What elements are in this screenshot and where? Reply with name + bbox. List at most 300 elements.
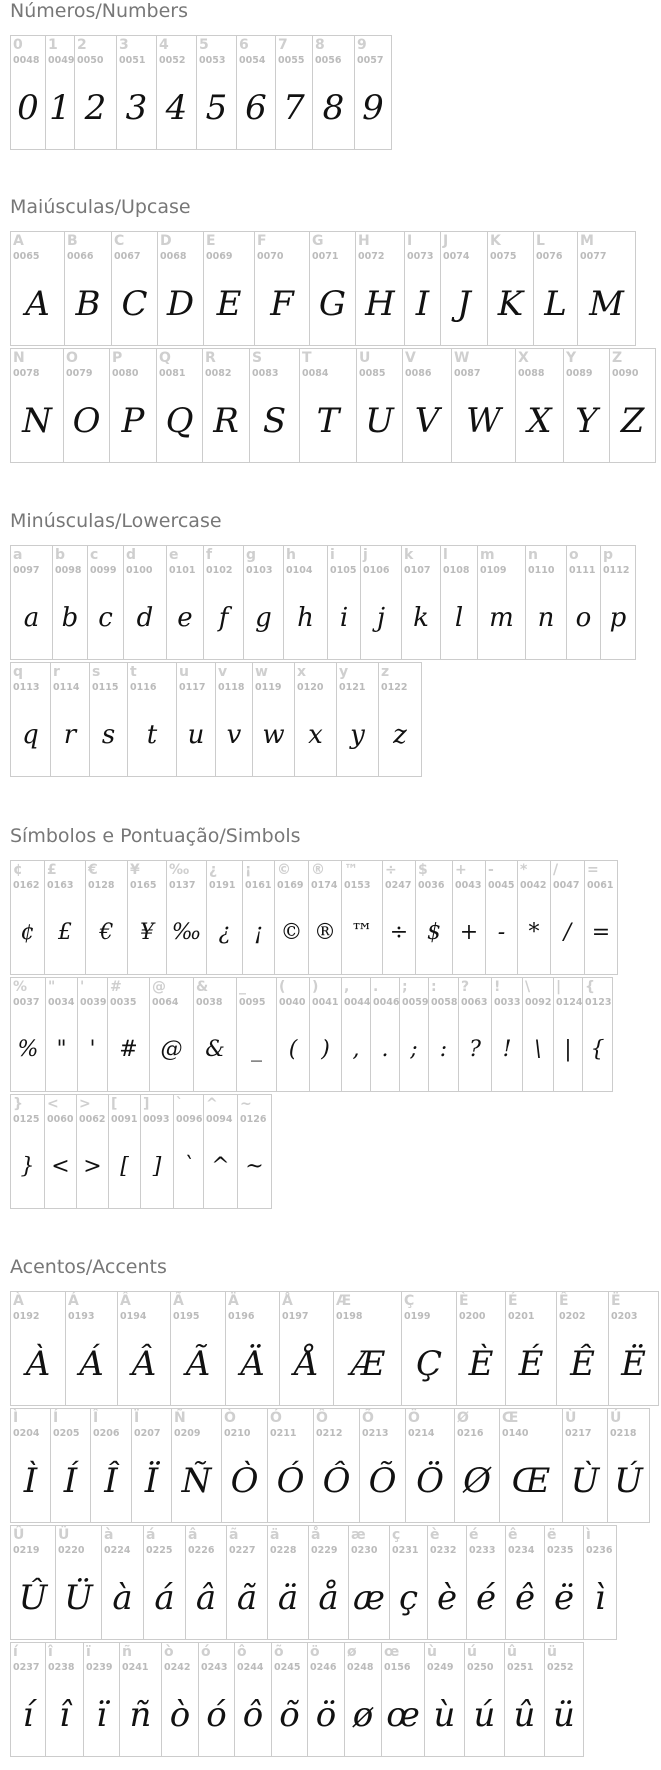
glyph-grid — [10, 1291, 658, 1757]
glyph-label: À — [13, 1293, 24, 1309]
glyph-sample: l — [454, 602, 464, 633]
glyph-sample: ? — [469, 1037, 481, 1062]
glyph-code: 0064 — [152, 997, 179, 1008]
glyph-label: Ó — [270, 1410, 282, 1426]
glyph-sample: G — [318, 283, 347, 324]
glyph-label: / — [553, 862, 559, 878]
glyph-code: 0237 — [13, 1662, 40, 1673]
glyph-code: 0224 — [104, 1545, 131, 1556]
glyph-cell — [249, 348, 300, 463]
glyph-sample: p — [609, 602, 627, 633]
glyph-code: 0091 — [111, 1114, 138, 1125]
glyph-row — [10, 662, 635, 777]
glyph-sample: U — [365, 400, 394, 441]
glyph-cell — [267, 1408, 314, 1523]
glyph-cell — [203, 545, 244, 660]
glyph-sample: ) — [321, 1037, 330, 1062]
glyph-cell — [127, 662, 177, 777]
glyph-sample: ¥ — [140, 920, 154, 945]
glyph-sample: ` — [183, 1154, 194, 1179]
glyph-code: 0227 — [229, 1545, 256, 1556]
glyph-label: n — [528, 547, 538, 563]
glyph-cell — [308, 860, 342, 975]
glyph-label: u — [179, 664, 189, 680]
glyph-sample: â — [195, 1577, 217, 1618]
glyph-label: Ò — [224, 1410, 236, 1426]
glyph-label: ñ — [122, 1644, 132, 1660]
glyph-sample: t — [146, 719, 158, 750]
glyph-code: 0117 — [179, 682, 206, 693]
glyph-label: Ö — [408, 1410, 420, 1426]
glyph-label: I — [407, 233, 413, 249]
glyph-code: 0242 — [164, 1662, 191, 1673]
glyph-code: 0071 — [312, 251, 339, 262]
glyph-cell — [544, 1525, 584, 1640]
glyph-label: ï — [86, 1644, 91, 1660]
glyph-sample: Â — [131, 1343, 157, 1384]
glyph-code: 0169 — [277, 880, 304, 891]
glyph-code: 0034 — [48, 997, 75, 1008]
glyph-cell — [458, 977, 492, 1092]
glyph-sample: E — [216, 283, 242, 324]
glyph-cell — [466, 1525, 506, 1640]
glyph-sample: ‰ — [171, 920, 202, 945]
glyph-label: í — [13, 1644, 18, 1660]
glyph-label: # — [110, 979, 122, 995]
glyph-code: 0251 — [507, 1662, 534, 1673]
glyph-code: 0092 — [525, 997, 552, 1008]
glyph-label: ø — [347, 1644, 357, 1660]
glyph-label: ) — [312, 979, 319, 995]
glyph-cell — [279, 1291, 334, 1406]
glyph-code: 0036 — [418, 880, 445, 891]
glyph-sample: Î — [104, 1460, 118, 1501]
glyph-label: æ — [351, 1527, 366, 1543]
glyph-label: w — [255, 664, 268, 680]
glyph-cell — [140, 1094, 174, 1209]
glyph-sample: ø — [352, 1694, 374, 1735]
glyph-label: p — [603, 547, 614, 563]
glyph-label: Á — [68, 1293, 79, 1309]
glyph-code: 0210 — [224, 1428, 251, 1439]
glyph-label: Ü — [58, 1527, 70, 1543]
glyph-sample: , — [352, 1037, 360, 1062]
glyph-code: 0232 — [430, 1545, 457, 1556]
glyph-cell — [10, 545, 53, 660]
glyph-label: T — [302, 350, 312, 366]
glyph-code: 0194 — [120, 1311, 147, 1322]
glyph-sample: £ — [58, 920, 72, 945]
glyph-sample: ü — [553, 1694, 575, 1735]
glyph-cell — [333, 1291, 402, 1406]
glyph-label: É — [508, 1293, 518, 1309]
glyph-sample: ( — [288, 1037, 298, 1062]
glyph-cell — [171, 1408, 222, 1523]
glyph-cell — [206, 860, 243, 975]
glyph-label: ' — [80, 979, 85, 995]
glyph-code: 0245 — [274, 1662, 301, 1673]
glyph-label: $ — [418, 862, 428, 878]
glyph-sample: 0 — [17, 87, 39, 128]
glyph-sample: Ä — [240, 1343, 265, 1384]
glyph-label: ~ — [240, 1096, 252, 1112]
glyph-label: ? — [461, 979, 470, 995]
glyph-sample: ù — [433, 1694, 456, 1735]
glyph-cell — [553, 977, 583, 1092]
glyph-code: 0035 — [110, 997, 137, 1008]
glyph-cell — [176, 662, 216, 777]
glyph-label: Ç — [404, 1293, 415, 1309]
glyph-label: h — [286, 547, 296, 563]
glyph-label: 6 — [239, 37, 249, 53]
glyph-label: + — [455, 862, 467, 878]
glyph-cell — [166, 860, 207, 975]
glyph-cell — [309, 977, 342, 1092]
glyph-cell — [198, 1642, 235, 1757]
glyph-sample: s — [101, 719, 116, 750]
glyph-cell — [65, 1291, 118, 1406]
glyph-sample: d — [136, 602, 154, 633]
glyph-label: C — [114, 233, 125, 249]
glyph-cell — [143, 1525, 186, 1640]
glyph-cell — [582, 977, 613, 1092]
glyph-code: 0252 — [547, 1662, 574, 1673]
glyph-sample: V — [414, 400, 440, 441]
glyph-cell — [348, 1525, 390, 1640]
glyph-code: 0113 — [13, 682, 40, 693]
glyph-cell — [225, 1291, 280, 1406]
glyph-label: ç — [392, 1527, 401, 1543]
glyph-cell — [515, 348, 564, 463]
glyph-cell — [428, 977, 459, 1092]
glyph-label: £ — [47, 862, 57, 878]
glyph-cell — [254, 231, 310, 346]
glyph-cell — [307, 1642, 345, 1757]
glyph-cell — [76, 1094, 109, 1209]
glyph-sample: H — [365, 283, 395, 324]
glyph-code: 0231 — [392, 1545, 419, 1556]
glyph-cell — [149, 977, 194, 1092]
glyph-label: R — [205, 350, 216, 366]
glyph-label: û — [507, 1644, 517, 1660]
glyph-code: 0174 — [311, 880, 338, 891]
glyph-label: a — [13, 547, 23, 563]
glyph-code: 0140 — [502, 1428, 529, 1439]
glyph-code: 0088 — [518, 368, 545, 379]
glyph-sample: ¡ — [254, 920, 263, 945]
glyph-cell — [127, 860, 167, 975]
glyph-code: 0122 — [381, 682, 408, 693]
glyph-cell — [119, 1642, 162, 1757]
glyph-code: 0124 — [556, 997, 583, 1008]
glyph-label: ú — [467, 1644, 477, 1660]
glyph-label: l — [443, 547, 448, 563]
glyph-label: > — [79, 1096, 91, 1112]
glyph-code: 0070 — [257, 251, 284, 262]
glyph-code: 0199 — [404, 1311, 431, 1322]
glyph-label: o — [569, 547, 579, 563]
glyph-label: 3 — [119, 37, 129, 53]
glyph-cell — [415, 860, 453, 975]
glyph-code: 0121 — [339, 682, 366, 693]
glyph-sample: Ü — [64, 1577, 93, 1618]
glyph-code: 0153 — [344, 880, 371, 891]
glyph-code: 0085 — [359, 368, 386, 379]
glyph-cell — [360, 545, 402, 660]
glyph-cell — [83, 1642, 120, 1757]
glyph-label: ê — [508, 1527, 518, 1543]
glyph-sample: # — [119, 1037, 138, 1062]
glyph-code: 0239 — [86, 1662, 113, 1673]
glyph-label: B — [67, 233, 78, 249]
glyph-sample: ì — [594, 1577, 606, 1618]
glyph-code: 0073 — [407, 251, 434, 262]
glyph-code: 0163 — [47, 880, 74, 891]
glyph-sample: ò — [169, 1694, 191, 1735]
glyph-sample: ÷ — [389, 920, 409, 945]
glyph-label: g — [246, 547, 257, 563]
glyph-label: Û — [13, 1527, 25, 1543]
glyph-cell — [313, 1408, 360, 1523]
glyph-cell — [55, 1525, 102, 1640]
glyph-label: Ã — [173, 1293, 184, 1309]
glyph-sample: k — [413, 602, 429, 633]
glyph-label: Õ — [362, 1410, 374, 1426]
glyph-sample: ë — [553, 1577, 575, 1618]
glyph-label: 5 — [199, 37, 209, 53]
glyph-cell — [381, 1642, 425, 1757]
glyph-code: 0094 — [206, 1114, 233, 1125]
glyph-code: 0226 — [188, 1545, 215, 1556]
glyph-cell — [344, 1642, 382, 1757]
glyph-row — [10, 35, 391, 150]
glyph-code: 0056 — [315, 55, 342, 66]
glyph-sample: ^ — [211, 1154, 230, 1179]
glyph-code: 0095 — [239, 997, 266, 1008]
glyph-cell — [525, 545, 567, 660]
glyph-cell — [156, 35, 197, 150]
glyph-code: 0247 — [385, 880, 412, 891]
glyph-cell — [87, 545, 124, 660]
glyph-cell — [170, 1291, 226, 1406]
glyph-cell — [370, 977, 400, 1092]
glyph-code: 0038 — [196, 997, 223, 1008]
glyph-label: K — [490, 233, 501, 249]
glyph-code: 0062 — [79, 1114, 106, 1125]
glyph-sample: < — [51, 1154, 70, 1179]
glyph-code: 0125 — [13, 1114, 40, 1125]
glyph-label: W — [454, 350, 470, 366]
glyph-sample: 9 — [362, 87, 384, 128]
glyph-label: q — [13, 664, 24, 680]
section-title: Símbolos e Pontuação/Simbols — [10, 825, 301, 847]
glyph-sample: P — [121, 400, 145, 441]
glyph-cell — [294, 662, 337, 777]
glyph-cell — [427, 1525, 467, 1640]
glyph-sample: 8 — [322, 87, 345, 128]
glyph-cell — [584, 860, 618, 975]
glyph-label: 0 — [13, 37, 23, 53]
glyph-label: ¢ — [13, 862, 23, 878]
glyph-cell — [44, 1094, 77, 1209]
section-title: Maiúsculas/Upcase — [10, 196, 191, 218]
glyph-code: 0236 — [586, 1545, 613, 1556]
glyph-label: c — [90, 547, 99, 563]
glyph-code: 0040 — [279, 997, 306, 1008]
glyph-code: 0053 — [199, 55, 226, 66]
glyph-cell — [64, 231, 112, 346]
glyph-cell — [405, 1408, 455, 1523]
glyph-code: 0093 — [143, 1114, 170, 1125]
glyph-label: ™ — [344, 862, 358, 878]
glyph-cell — [185, 1525, 227, 1640]
glyph-label: m — [480, 547, 495, 563]
glyph-code: 0128 — [88, 880, 115, 891]
glyph-code: 0233 — [469, 1545, 496, 1556]
glyph-sample: Ë — [621, 1343, 646, 1384]
glyph-cell — [404, 231, 441, 346]
glyph-code: 0162 — [13, 880, 40, 891]
glyph-sample: 6 — [245, 87, 267, 128]
glyph-cell — [215, 662, 253, 777]
glyph-sample: = — [591, 920, 611, 945]
glyph-cell — [440, 231, 488, 346]
glyph-cell — [234, 1642, 272, 1757]
glyph-cell — [77, 977, 108, 1092]
glyph-cell — [341, 860, 383, 975]
glyph-label: i — [330, 547, 335, 563]
glyph-code: 0118 — [218, 682, 245, 693]
glyph-code: 0238 — [48, 1662, 75, 1673]
glyph-code: 0204 — [13, 1428, 40, 1439]
glyph-cell — [193, 977, 237, 1092]
glyph-code: 0206 — [93, 1428, 120, 1439]
glyph-sample: à — [112, 1577, 133, 1618]
glyph-cell — [45, 35, 75, 150]
glyph-sample: c — [98, 602, 113, 633]
glyph-label: ( — [279, 979, 286, 995]
glyph-sample: ! — [502, 1037, 512, 1062]
glyph-cell — [131, 1408, 172, 1523]
glyph-label: Y — [566, 350, 577, 366]
glyph-label: * — [520, 862, 528, 878]
glyph-sample: Y — [575, 400, 598, 441]
glyph-label: r — [53, 664, 60, 680]
glyph-cell — [50, 662, 90, 777]
glyph-row — [10, 1094, 617, 1209]
glyph-label: Æ — [336, 1293, 352, 1309]
glyph-sample: œ — [386, 1694, 420, 1735]
glyph-sample: I — [415, 283, 430, 324]
glyph-cell — [157, 231, 204, 346]
glyph-label: Â — [120, 1293, 131, 1309]
glyph-cell — [505, 1525, 545, 1640]
glyph-label: å — [311, 1527, 321, 1543]
glyph-label: P — [112, 350, 123, 366]
glyph-code: 0059 — [402, 997, 429, 1008]
glyph-code: 0052 — [159, 55, 186, 66]
glyph-sample: $ — [427, 920, 441, 945]
glyph-cell — [221, 1408, 268, 1523]
glyph-label: D — [160, 233, 172, 249]
glyph-sample: Å — [294, 1343, 319, 1384]
glyph-code: 0228 — [270, 1545, 297, 1556]
glyph-code: 0051 — [119, 55, 146, 66]
glyph-label: é — [469, 1527, 479, 1543]
glyph-sample: _ — [251, 1037, 262, 1062]
glyph-cell — [52, 545, 88, 660]
glyph-label: Ë — [611, 1293, 621, 1309]
glyph-cell — [267, 1525, 309, 1640]
glyph-label: 7 — [278, 37, 288, 53]
glyph-code: 0033 — [494, 997, 521, 1008]
glyph-sample: € — [99, 920, 114, 945]
glyph-cell — [10, 348, 64, 463]
glyph-sample: È — [468, 1343, 494, 1384]
glyph-cell — [274, 860, 309, 975]
glyph-sample: ç — [398, 1577, 419, 1618]
glyph-label: € — [88, 862, 98, 878]
glyph-label: 4 — [159, 37, 169, 53]
glyph-label: ; — [402, 979, 408, 995]
glyph-code: 0102 — [206, 565, 233, 576]
glyph-label: - — [488, 862, 494, 878]
glyph-sample: & — [205, 1037, 225, 1062]
section-lowercase — [10, 510, 635, 779]
glyph-sample: í — [22, 1694, 34, 1735]
glyph-sample: Ê — [570, 1343, 595, 1384]
glyph-sample: ê — [514, 1577, 536, 1618]
glyph-cell — [464, 1642, 505, 1757]
glyph-code: 0090 — [612, 368, 639, 379]
glyph-cell — [10, 35, 46, 150]
glyph-row — [10, 1642, 658, 1757]
glyph-sample: 1 — [49, 87, 71, 128]
glyph-label: e — [169, 547, 179, 563]
glyph-label: ¿ — [209, 862, 218, 878]
glyph-code: 0165 — [130, 880, 157, 891]
glyph-code: 0213 — [362, 1428, 389, 1439]
glyph-label: ô — [237, 1644, 247, 1660]
glyph-cell — [312, 35, 355, 150]
glyph-cell — [117, 1291, 171, 1406]
glyph-sample: z — [393, 719, 407, 750]
glyph-code: 0099 — [90, 565, 117, 576]
glyph-code: 0083 — [252, 368, 279, 379]
glyph-code: 0207 — [134, 1428, 161, 1439]
glyph-cell — [275, 35, 313, 150]
glyph-cell — [252, 662, 295, 777]
glyph-cell — [90, 1408, 132, 1523]
glyph-label: Z — [612, 350, 623, 366]
glyph-code: 0079 — [66, 368, 93, 379]
glyph-code: 0243 — [201, 1662, 228, 1673]
glyph-code: 0198 — [336, 1311, 363, 1322]
glyph-sample: y — [350, 719, 365, 750]
glyph-label: d — [126, 547, 137, 563]
glyph-cell — [50, 1408, 91, 1523]
glyph-sample: > — [83, 1154, 102, 1179]
glyph-label: s — [92, 664, 101, 680]
glyph-label: A — [13, 233, 24, 249]
glyph-cell — [504, 1642, 545, 1757]
glyph-code: 0101 — [169, 565, 196, 576]
glyph-sample: v — [226, 719, 242, 750]
glyph-label: ® — [311, 862, 325, 878]
glyph-code: 0067 — [114, 251, 141, 262]
glyph-code: 0076 — [536, 251, 563, 262]
glyph-label: ¥ — [130, 862, 140, 878]
